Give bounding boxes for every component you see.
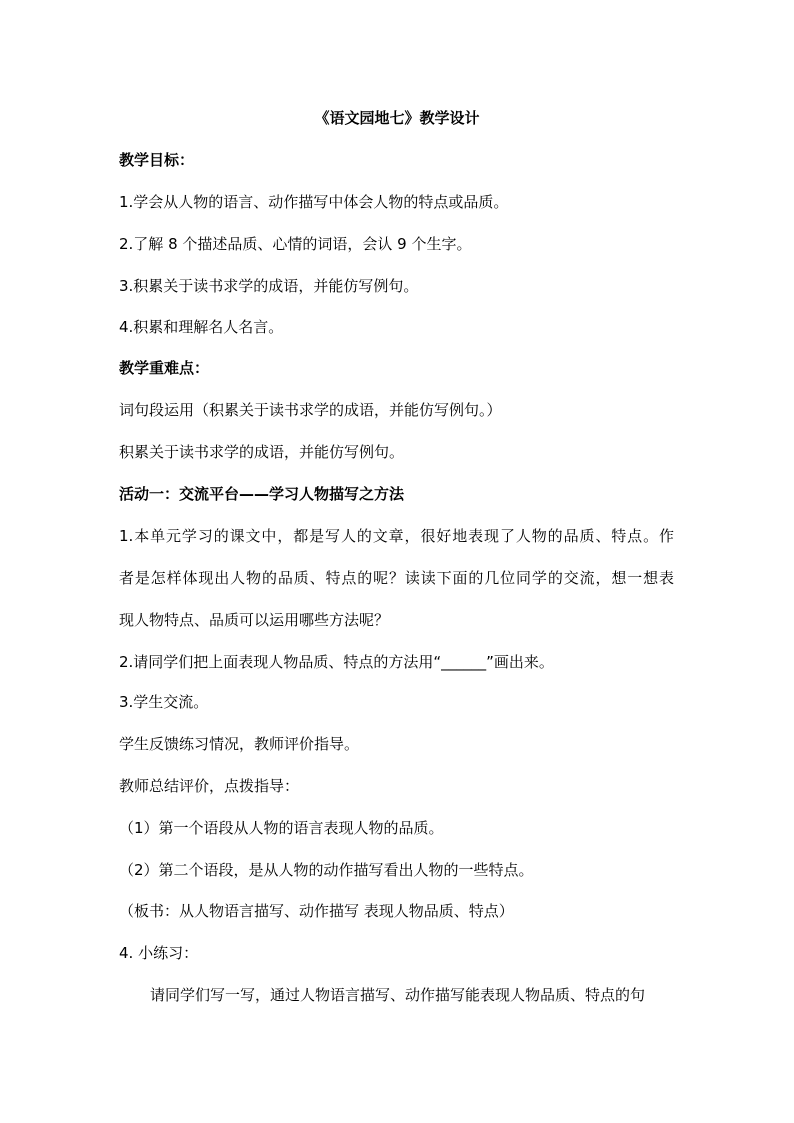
activity-text: 学生反馈练习情况，教师评价指导。 — [119, 735, 360, 753]
document-title: 《语文园地七》教学设计 — [314, 109, 480, 127]
keypoint-item: 词句段运用（积累关于读书求学的成语，并能仿写例句。） — [119, 401, 502, 419]
activity-list-item: （2）第二个语段，是从人物的动作描写看出人物的一些特点。 — [119, 861, 534, 879]
objective-item: 1.学会从人物的语言、动作描写中体会人物的特点或品质。 — [119, 193, 509, 211]
activity-step: 2.请同学们把上面表现人物品质、特点的方法用“______”画出来。 — [119, 653, 554, 671]
activity-list-item: （1）第一个语段从人物的语言表现人物的品质。 — [119, 819, 444, 837]
board-note: （板书：从人物语言描写、动作描写 表现人物品质、特点） — [119, 902, 514, 920]
objective-item: 3.积累关于读书求学的成语，并能仿写例句。 — [119, 277, 419, 295]
activity-step: 3.学生交流。 — [119, 693, 209, 711]
keypoint-item: 积累关于读书求学的成语，并能仿写例句。 — [119, 443, 405, 461]
objectives-heading: 教学目标： — [119, 151, 195, 169]
activity-step: 4. 小练习： — [119, 944, 199, 962]
activity-text: 请同学们写一写，通过人物语言描写、动作描写能表现人物品质、特点的句 — [150, 986, 646, 1004]
objective-item: 2.了解 8 个描述品质、心情的词语，会认 9 个生字。 — [119, 235, 472, 253]
activity-heading: 活动一：交流平台——学习人物描写之方法 — [119, 485, 405, 503]
activity-text: 教师总结评价，点拨指导： — [119, 777, 300, 795]
objective-item: 4.积累和理解名人名言。 — [119, 318, 284, 336]
keypoints-heading: 教学重难点： — [119, 359, 210, 377]
activity-paragraph-line: 现人物特点、品质可以运用哪些方法呢？ — [119, 611, 390, 629]
activity-paragraph-line: 1.本单元学习的课文中，都是写人的文章，很好地表现了人物的品质、特点。作 — [119, 527, 674, 545]
activity-paragraph-line: 者是怎样体现出人物的品质、特点的呢？读读下面的几位同学的交流，想一想表 — [119, 569, 674, 587]
